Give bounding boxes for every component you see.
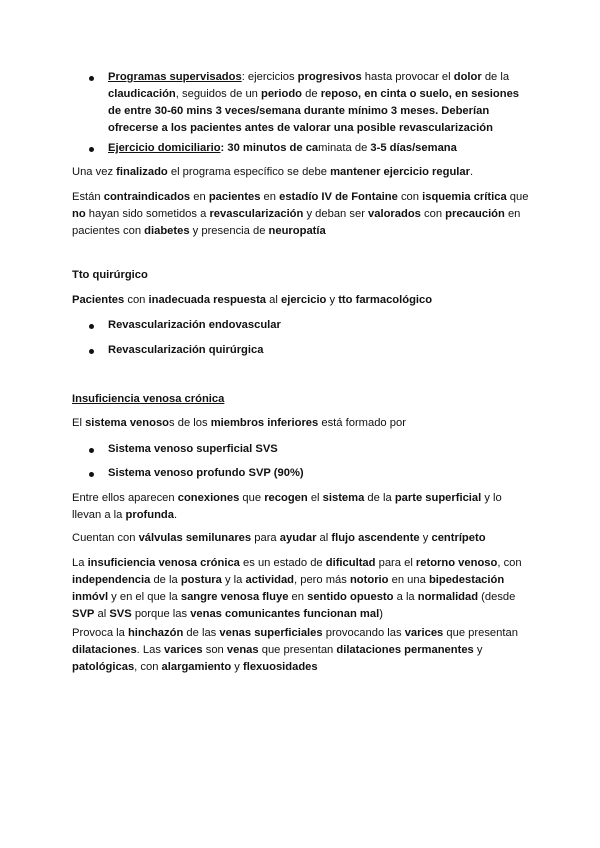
text-run: , con bbox=[497, 557, 522, 569]
text-run: Pacientes bbox=[72, 294, 125, 306]
paragraph-valvulas bbox=[72, 530, 532, 547]
text-run: notorio bbox=[349, 574, 389, 586]
bullet-text bbox=[108, 317, 530, 334]
text-run: ) bbox=[379, 608, 383, 620]
paragraph-mantener-ejercicio bbox=[72, 164, 532, 181]
text-run: dolor bbox=[453, 71, 482, 83]
bullet-revascularizacion-quirurgica bbox=[90, 342, 530, 359]
text-run: Una vez bbox=[72, 166, 117, 178]
text-run: finalizado bbox=[116, 166, 168, 178]
text-run: flujo ascendente bbox=[331, 532, 420, 544]
text-run: ofrecerse a los pacientes antes de valorar una posible revascularización bbox=[108, 122, 493, 134]
text-run: profunda bbox=[125, 509, 174, 521]
text-run: hayan sido sometidos a bbox=[85, 208, 210, 220]
text-run: : 30 minutos de ca bbox=[220, 142, 319, 154]
text-run: hasta provocar el bbox=[361, 71, 454, 83]
heading-insuficiencia-venosa bbox=[72, 391, 532, 408]
text-run: de bbox=[302, 88, 321, 100]
text-run: Sistema venoso profundo SVP (90%) bbox=[108, 467, 304, 479]
heading-tto-quirurgico bbox=[72, 267, 532, 284]
text-run: de las bbox=[183, 627, 220, 639]
text-run: diabetes bbox=[144, 225, 190, 237]
text-run: Tto quirúrgico bbox=[72, 269, 148, 281]
text-run: en bbox=[260, 191, 280, 203]
text-run: dificultad bbox=[325, 557, 376, 569]
text-run: Cuentan con bbox=[72, 532, 139, 544]
text-run: en bbox=[504, 208, 521, 220]
text-run: venas superficiales bbox=[219, 627, 323, 639]
text-run: , pero más bbox=[294, 574, 350, 586]
text-run: de la bbox=[364, 492, 395, 504]
text-run: , seguidos de un bbox=[175, 88, 261, 100]
text-run: Entre ellos aparecen bbox=[72, 492, 178, 504]
text-run: con bbox=[397, 191, 423, 203]
text-run: Programas supervisados bbox=[108, 71, 242, 83]
text-run: sentido opuesto bbox=[307, 591, 394, 603]
text-run: flexuosidades bbox=[243, 661, 318, 673]
text-run: independencia bbox=[72, 574, 151, 586]
text-run: son bbox=[202, 644, 227, 656]
text-run: y bbox=[326, 294, 339, 306]
text-run: a la bbox=[393, 591, 418, 603]
bullet-ejercicio-domiciliario bbox=[90, 140, 530, 157]
text-run: y en el que la bbox=[108, 591, 181, 603]
text-run: miembros inferiores bbox=[210, 417, 319, 429]
text-run: progresivos bbox=[297, 71, 362, 83]
text-run: Sistema venoso superficial SVS bbox=[108, 443, 278, 455]
text-run: Provoca la bbox=[72, 627, 128, 639]
text-run: con bbox=[124, 294, 149, 306]
bullet-text bbox=[108, 342, 530, 359]
text-run: precaución bbox=[445, 208, 505, 220]
text-run: , con bbox=[134, 661, 162, 673]
text-run: llevan a la bbox=[72, 509, 126, 521]
text-run: sistema venoso bbox=[85, 417, 170, 429]
text-run: postura bbox=[180, 574, 222, 586]
text-run: dilataciones permanentes bbox=[336, 644, 474, 656]
text-run: isquemia crítica bbox=[422, 191, 507, 203]
paragraph-varices bbox=[72, 625, 532, 676]
text-run: provocando las bbox=[322, 627, 405, 639]
text-run: ejercicio bbox=[280, 294, 327, 306]
text-run: tto farmacológico bbox=[338, 294, 433, 306]
text-run: varices bbox=[404, 627, 444, 639]
text-run: y bbox=[419, 532, 432, 544]
text-run: está formado por bbox=[318, 417, 406, 429]
text-run: revascularización bbox=[209, 208, 304, 220]
text-run: de la bbox=[150, 574, 181, 586]
paragraph-definicion-ivc bbox=[72, 555, 532, 623]
text-run: válvulas semilunares bbox=[138, 532, 252, 544]
bullet-sistema-superficial bbox=[90, 441, 530, 458]
text-run: La bbox=[72, 557, 88, 569]
text-run: para bbox=[251, 532, 280, 544]
text-run: al bbox=[316, 532, 332, 544]
text-run: minata de bbox=[318, 142, 371, 154]
text-run: neuropatía bbox=[268, 225, 326, 237]
text-run: reposo, en cinta o suelo, en sesiones bbox=[320, 88, 520, 100]
text-run: al bbox=[266, 294, 281, 306]
text-run: insuficiencia venosa crónica bbox=[87, 557, 240, 569]
text-run: estadío IV de Fontaine bbox=[279, 191, 398, 203]
text-run: claudicación bbox=[108, 88, 176, 100]
text-run: con bbox=[420, 208, 446, 220]
text-run: el programa específico se debe bbox=[167, 166, 331, 178]
text-run: 3-5 días/semana bbox=[370, 142, 457, 154]
text-run: (desde bbox=[478, 591, 516, 603]
bullet-sistema-profundo bbox=[90, 465, 530, 482]
text-run: de la bbox=[481, 71, 510, 83]
bullet-text bbox=[108, 465, 530, 482]
text-run: Insuficiencia venosa crónica bbox=[72, 393, 225, 405]
text-run: y la bbox=[221, 574, 246, 586]
text-run: al bbox=[94, 608, 110, 620]
bullet-text bbox=[108, 441, 530, 458]
text-run: y bbox=[231, 661, 243, 673]
text-run: Revascularización quirúrgica bbox=[108, 344, 264, 356]
text-run: . Las bbox=[136, 644, 165, 656]
text-run: y deban ser bbox=[303, 208, 369, 220]
text-run: centrípeto bbox=[431, 532, 486, 544]
text-run: pacientes con bbox=[72, 225, 145, 237]
paragraph-pacientes-quirurgico bbox=[72, 292, 532, 309]
text-run: Revascularización endovascular bbox=[108, 319, 281, 331]
text-run: periodo bbox=[261, 88, 303, 100]
text-run: conexiones bbox=[177, 492, 240, 504]
text-run: es un estado de bbox=[239, 557, 326, 569]
text-run: el bbox=[307, 492, 323, 504]
text-run: dilataciones bbox=[72, 644, 137, 656]
text-run: . bbox=[173, 509, 178, 521]
text-run: SVS bbox=[109, 608, 132, 620]
text-run: . bbox=[469, 166, 474, 178]
text-run: que bbox=[239, 492, 265, 504]
text-run: venas bbox=[226, 644, 259, 656]
text-run: bipedestación bbox=[428, 574, 505, 586]
text-run: normalidad bbox=[417, 591, 479, 603]
text-run: de entre 30-60 mins 3 veces/semana durante mínimo 3 meses. Deberían bbox=[108, 105, 490, 117]
text-run: varices bbox=[164, 644, 203, 656]
text-run: contraindicados bbox=[103, 191, 191, 203]
text-run: en bbox=[190, 191, 209, 203]
bullet-revascularizacion-endovascular bbox=[90, 317, 530, 334]
text-run: y lo bbox=[481, 492, 502, 504]
text-run: que presentan bbox=[258, 644, 337, 656]
text-run: para el bbox=[375, 557, 416, 569]
text-run: SVP bbox=[72, 608, 95, 620]
text-run: mantener ejercicio regular bbox=[330, 166, 470, 178]
text-run: venas comunicantes funcionan mal bbox=[190, 608, 380, 620]
text-run: inmóvl bbox=[72, 591, 109, 603]
bullet-dot bbox=[89, 147, 94, 152]
text-run: s de los bbox=[169, 417, 211, 429]
text-run: : ejercicios bbox=[241, 71, 298, 83]
text-run: sistema bbox=[322, 492, 365, 504]
text-run: no bbox=[72, 208, 86, 220]
text-run: en bbox=[288, 591, 308, 603]
bullet-dot bbox=[89, 324, 94, 329]
text-run: parte superficial bbox=[394, 492, 482, 504]
bullet-programas-supervisados bbox=[90, 69, 530, 137]
text-run: inadecuada respuesta bbox=[148, 294, 267, 306]
text-run: El bbox=[72, 417, 86, 429]
text-run: en una bbox=[388, 574, 429, 586]
bullet-dot bbox=[89, 349, 94, 354]
text-run: sangre venosa fluye bbox=[180, 591, 289, 603]
bullet-dot bbox=[89, 472, 94, 477]
text-run: pacientes bbox=[208, 191, 261, 203]
text-run: porque las bbox=[131, 608, 191, 620]
text-run: ayudar bbox=[279, 532, 317, 544]
bullet-text bbox=[108, 140, 530, 157]
text-run: valorados bbox=[368, 208, 421, 220]
text-run: y bbox=[473, 644, 483, 656]
bullet-dot bbox=[89, 448, 94, 453]
paragraph-sistema-venoso bbox=[72, 415, 532, 432]
text-run: actividad bbox=[245, 574, 294, 586]
text-run: patológicas bbox=[72, 661, 135, 673]
text-run: hinchazón bbox=[127, 627, 184, 639]
text-run: que presentan bbox=[443, 627, 518, 639]
paragraph-conexiones bbox=[72, 490, 532, 524]
text-run: alargamiento bbox=[161, 661, 232, 673]
paragraph-contraindicaciones bbox=[72, 189, 532, 240]
text-run: Están bbox=[72, 191, 104, 203]
bullet-dot bbox=[89, 76, 94, 81]
text-run: recogen bbox=[264, 492, 308, 504]
text-run: Ejercicio domiciliario bbox=[108, 142, 221, 154]
bullet-text bbox=[108, 69, 530, 137]
text-run: retorno venoso bbox=[415, 557, 498, 569]
text-run: que bbox=[506, 191, 529, 203]
text-run: y presencia de bbox=[189, 225, 269, 237]
